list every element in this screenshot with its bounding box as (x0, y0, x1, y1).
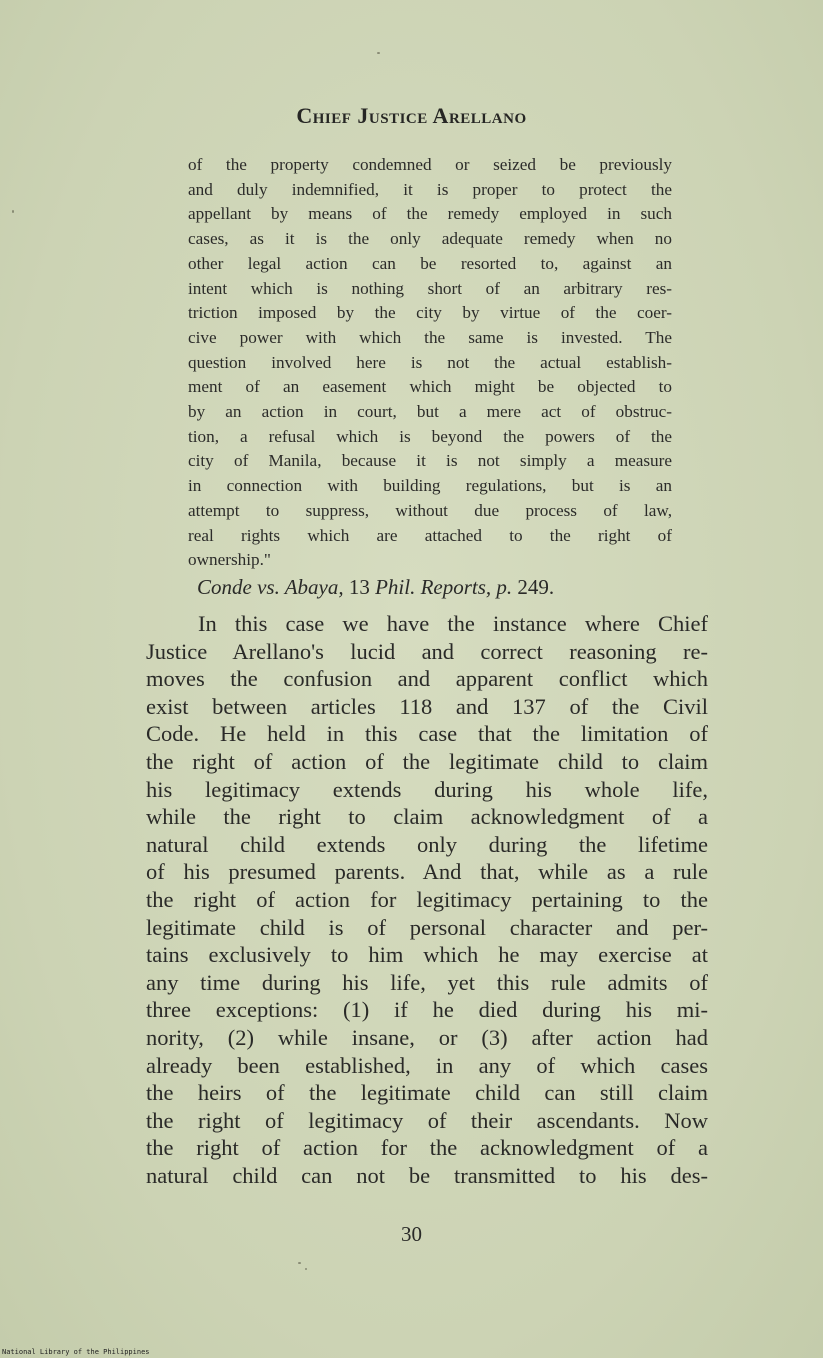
case-citation (197, 575, 554, 600)
paper-speck (298, 1262, 301, 1264)
library-credit: National Library of the Philippines (2, 1348, 150, 1356)
quote-line: city of Manila, because it is not simply a measure (188, 451, 672, 471)
body-line: the right of action of the legitimate child to claim (146, 748, 708, 774)
quote-line: real rights which are attached to the right of (188, 525, 672, 545)
quote-line: of the property condemned or seized be previously (188, 155, 672, 174)
body-paragraph (146, 610, 708, 1189)
body-line: the right of legitimacy of their ascendants. Now (146, 1107, 708, 1133)
body-line: while the right to claim acknowledgment of a (146, 804, 708, 830)
body-line: nority, (2) while insane, or (3) after action had (146, 1024, 708, 1050)
paper-speck (377, 52, 380, 54)
quote-line: attempt to suppress, without due process of law, (188, 500, 672, 520)
running-head-title: Chief Justice Arellano (296, 103, 527, 128)
body-line: tains exclusively to him which he may exercise at (146, 942, 708, 968)
body-line: Justice Arellano's lucid and correct reasoning re- (146, 638, 708, 664)
citation-reporter: Phil. Reports, p. (375, 575, 513, 599)
quote-line: ment of an easement which might be objected to (188, 377, 672, 397)
body-line: In this case we have the instance where Chief (198, 611, 708, 636)
body-line: legitimate child is of personal character and per- (146, 914, 708, 940)
body-line: the right of action for legitimacy pertaining to the (146, 886, 708, 912)
body-line: already been established, in any of which cases (146, 1052, 708, 1078)
body-line: the right of action for the acknowledgment of a (146, 1135, 708, 1161)
body-line: Code. He held in this case that the limitation of (146, 721, 708, 747)
quote-line: cive power with which the same is invested. The (188, 327, 672, 347)
block-quotation (188, 153, 672, 573)
citation-volume: 13 (348, 575, 370, 599)
quote-line: and duly indemnified, it is proper to protect the (188, 179, 672, 199)
citation-case-name: Conde vs. Abaya, (197, 575, 344, 599)
quote-line: in connection with building regulations, but is an (188, 476, 672, 496)
paper-speck (12, 210, 14, 213)
quote-line: question involved here is not the actual establish- (188, 352, 672, 372)
paper-speck (305, 1268, 307, 1270)
body-line: exist between articles 118 and 137 of the Civil (146, 693, 708, 719)
quote-line: intent which is nothing short of an arbitrary res- (188, 278, 672, 298)
quote-line: appellant by means of the remedy employed in such (188, 204, 672, 224)
quote-line: other legal action can be resorted to, against an (188, 253, 672, 273)
body-line: the heirs of the legitimate child can still claim (146, 1080, 708, 1106)
quote-line: cases, as it is the only adequate remedy when no (188, 229, 672, 249)
page-number: 30 (401, 1222, 422, 1246)
body-line: moves the confusion and apparent conflict which (146, 666, 708, 692)
body-line: of his presumed parents. And that, while as a rule (146, 859, 708, 885)
quote-line: tion, a refusal which is beyond the powers of the (188, 426, 672, 446)
body-line: any time during his life, yet this rule admits of (146, 969, 708, 995)
body-line: three exceptions: (1) if he died during his mi- (146, 997, 708, 1023)
body-line: his legitimacy extends during his whole life, (146, 776, 708, 802)
body-line: natural child extends only during the lifetime (146, 831, 708, 857)
quote-line: by an action in court, but a mere act of obstruc- (188, 402, 672, 422)
citation-page: 249. (517, 575, 555, 599)
quote-line: ownership." (188, 550, 271, 570)
quote-line: triction imposed by the city by virtue of the coer- (188, 303, 672, 323)
body-line: natural child can not be transmitted to his des- (146, 1162, 708, 1188)
